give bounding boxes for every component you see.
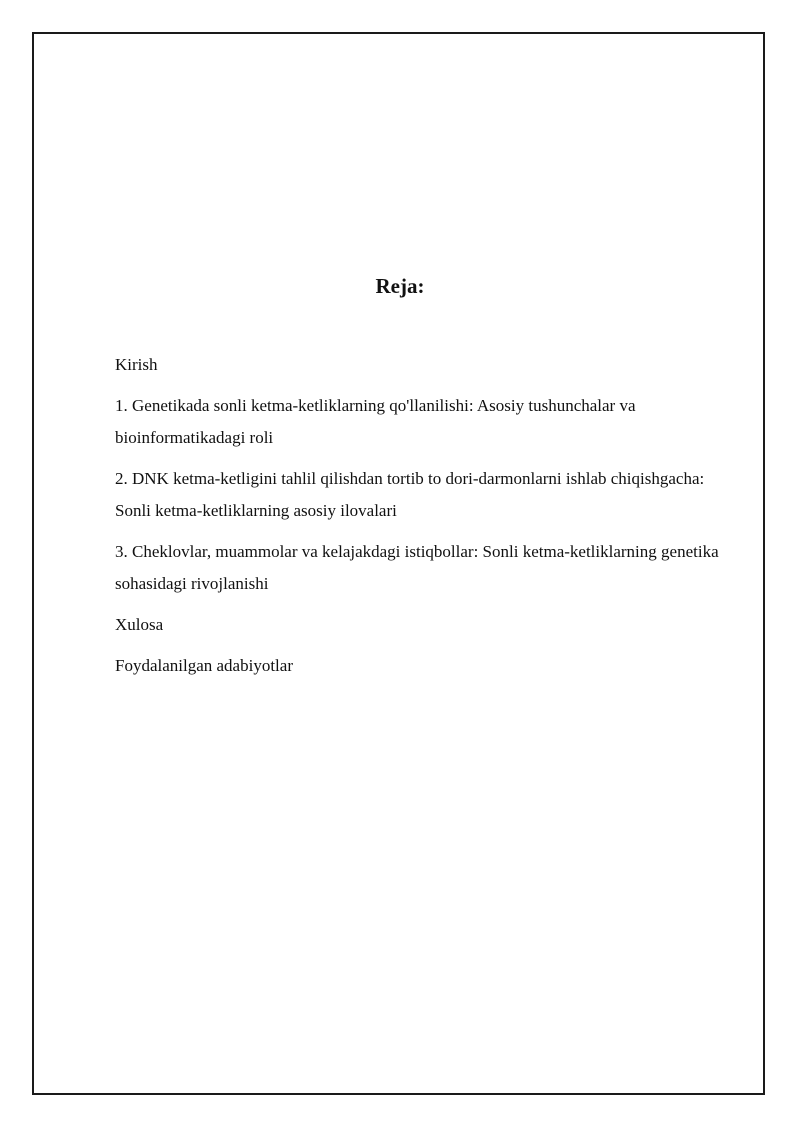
toc-item-references: Foydalanilgan adabiyotlar bbox=[115, 656, 293, 675]
toc-item-intro: Kirish bbox=[115, 355, 158, 374]
toc-item-conclusion: Xulosa bbox=[115, 615, 164, 634]
toc-item-3: 3. Cheklovlar, muammolar va kelajakdagi istiqbollar: Sonli ketma-ketliklarning genetika sohasidagi rivojlanishi bbox=[115, 542, 719, 593]
page-title: Reja: bbox=[375, 274, 425, 298]
toc-item-1: 1. Genetikada sonli ketma-ketliklarning qo'llanilishi: Asosiy tushunchalar va bioinformatikadagi roli bbox=[115, 396, 636, 447]
table-of-contents bbox=[115, 349, 730, 691]
toc-item-2: 2. DNK ketma-ketligini tahlil qilishdan tortib to dori-darmonlarni ishlab chiqishgacha: Sonli ketma-ketliklarning asosiy ilovalari bbox=[115, 469, 705, 520]
